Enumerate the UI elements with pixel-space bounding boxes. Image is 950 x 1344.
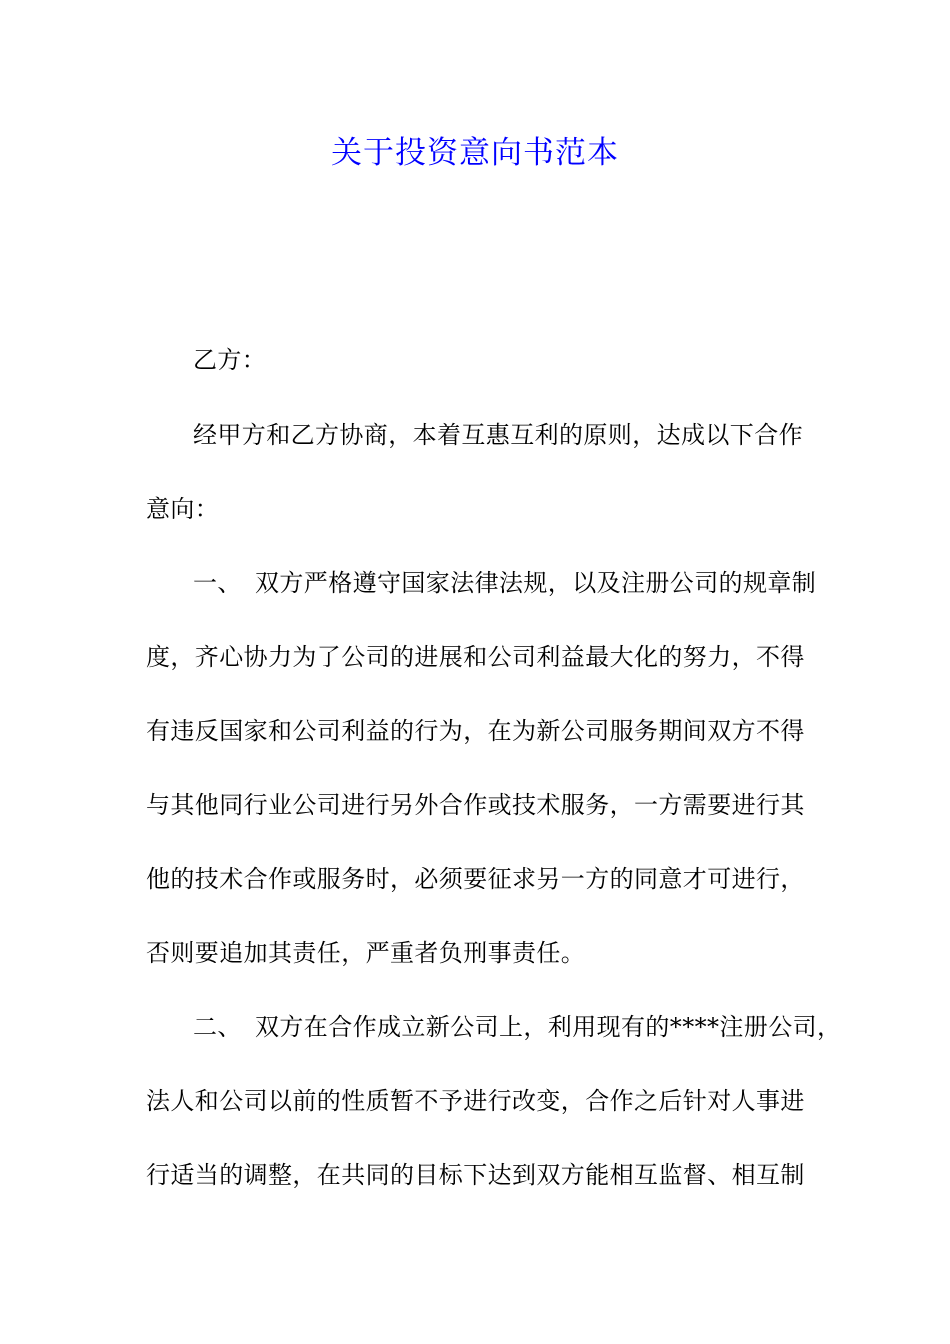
clause-1-line: 有违反国家和公司利益的行为，在为新公司服务期间双方不得 — [146, 717, 805, 745]
clause-1-first-line — [193, 563, 816, 603]
intro-line: 经甲方和乙方协商，本着互惠互利的原则，达成以下合作 — [193, 421, 803, 449]
intro-line: 意向： — [146, 495, 220, 523]
clause-2-line: 行适当的调整，在共同的目标下达到双方能相互监督、相互制 — [146, 1161, 805, 1189]
clause-2-text: 双方在合作成立新公司上，利用现有的****注册公司， — [255, 1013, 842, 1041]
clause-2-line: 法人和公司以前的性质暂不予进行改变，合作之后针对人事进 — [146, 1087, 805, 1115]
clause-1-number: 一、 — [193, 569, 242, 597]
clause-1-line: 与其他同行业公司进行另外合作或技术服务，一方需要进行其 — [146, 791, 805, 819]
clause-1-text: 双方严格遵守国家法律法规，以及注册公司的规章制 — [255, 569, 817, 597]
clause-2-first-line — [193, 1007, 841, 1047]
salutation: 乙方： — [193, 346, 267, 374]
document-title: 关于投资意向书范本 — [331, 135, 619, 171]
clause-2-number: 二、 — [193, 1013, 242, 1041]
clause-1-line: 度，齐心协力为了公司的进展和公司利益最大化的努力，不得 — [146, 643, 805, 671]
clause-1-line: 否则要追加其责任，严重者负刑事责任。 — [146, 939, 586, 967]
clause-1-line: 他的技术合作或服务时，必须要征求另一方的同意才可进行， — [146, 865, 805, 893]
